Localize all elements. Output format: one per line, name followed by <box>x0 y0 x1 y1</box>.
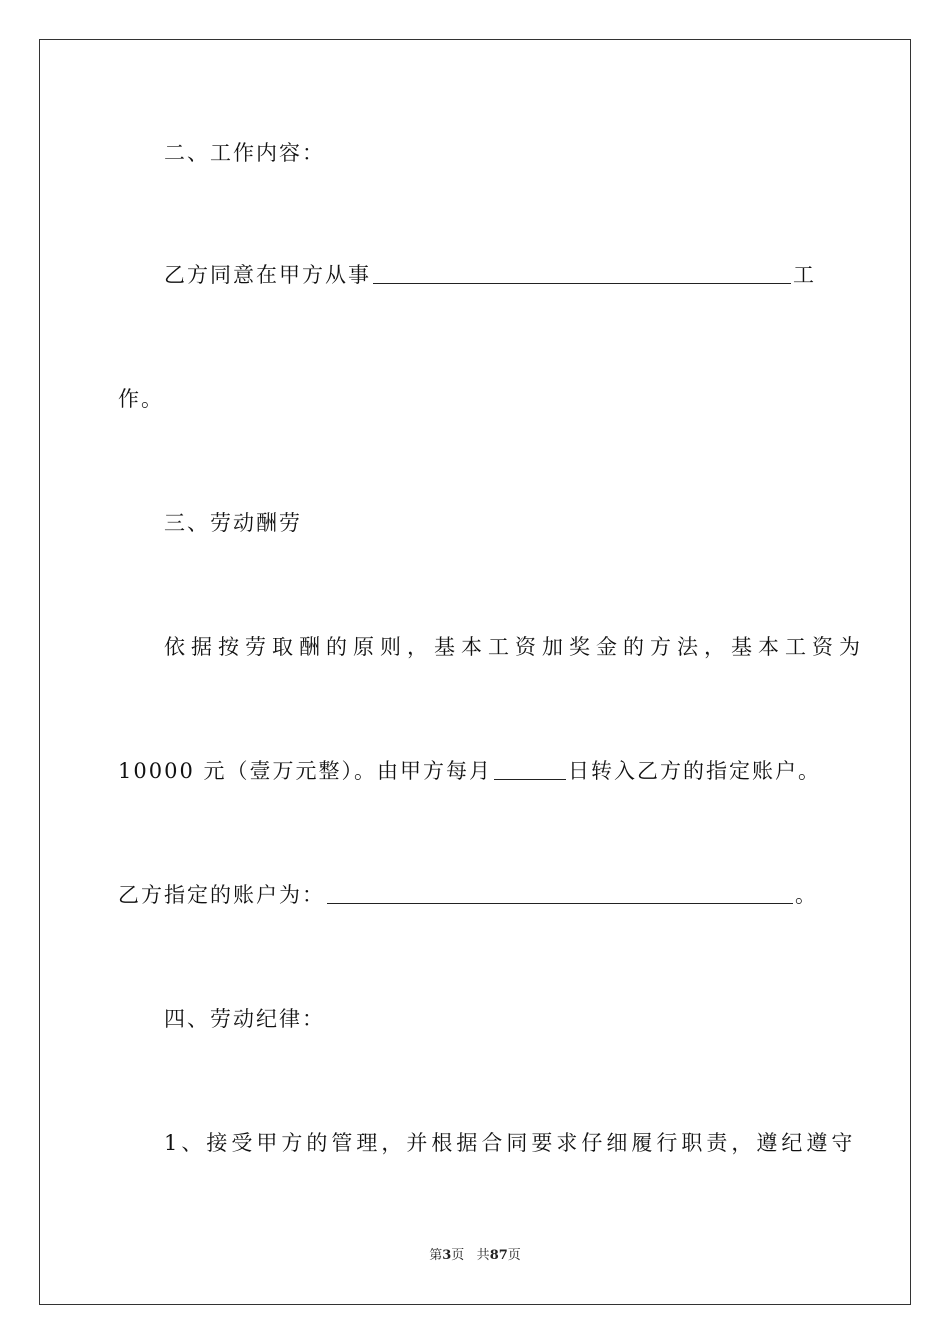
footer-text: 第 <box>429 1248 443 1263</box>
line-text: 。 <box>795 883 818 907</box>
paragraph-line <box>118 384 838 414</box>
line-text: 乙方指定的账户为： <box>118 883 325 907</box>
footer-text: 共 <box>476 1248 490 1263</box>
line-text: 乙方同意在甲方从事 <box>164 263 371 287</box>
section-heading-labor-discipline <box>118 1004 884 1034</box>
fill-in-blank-account[interactable] <box>327 883 793 904</box>
heading-text: 三、劳动酬劳 <box>164 511 302 535</box>
current-page-number: 3 <box>442 1248 452 1263</box>
paragraph-line <box>118 756 838 786</box>
line-text: 10000 元（壹万元整）。由甲方每月 <box>118 759 492 783</box>
line-text: 依据按劳取酬的原则，基本工资加奖金的方法，基本工资为 <box>164 635 866 659</box>
line-text: 工 <box>793 263 816 287</box>
paragraph-line <box>118 1128 857 1158</box>
line-text: 作。 <box>118 387 164 411</box>
section-heading-work-content <box>118 138 884 168</box>
line-text: 日转入乙方的指定账户。 <box>567 759 821 783</box>
footer-text: 页 <box>451 1248 465 1263</box>
section-heading-remuneration <box>118 508 884 538</box>
page-frame <box>39 39 911 1305</box>
paragraph-line <box>118 880 838 910</box>
total-page-count: 87 <box>489 1248 508 1263</box>
heading-text: 二、工作内容： <box>164 141 325 165</box>
page-footer <box>0 1247 950 1265</box>
fill-in-blank-job[interactable] <box>373 263 791 284</box>
paragraph-line <box>118 260 884 290</box>
paragraph-line <box>118 632 866 662</box>
footer-text: 页 <box>507 1248 521 1263</box>
line-text: 1、接受甲方的管理，并根据合同要求仔细履行职责，遵纪遵守 <box>164 1131 857 1155</box>
heading-text: 四、劳动纪律： <box>164 1007 325 1031</box>
fill-in-blank-day[interactable] <box>494 759 566 780</box>
